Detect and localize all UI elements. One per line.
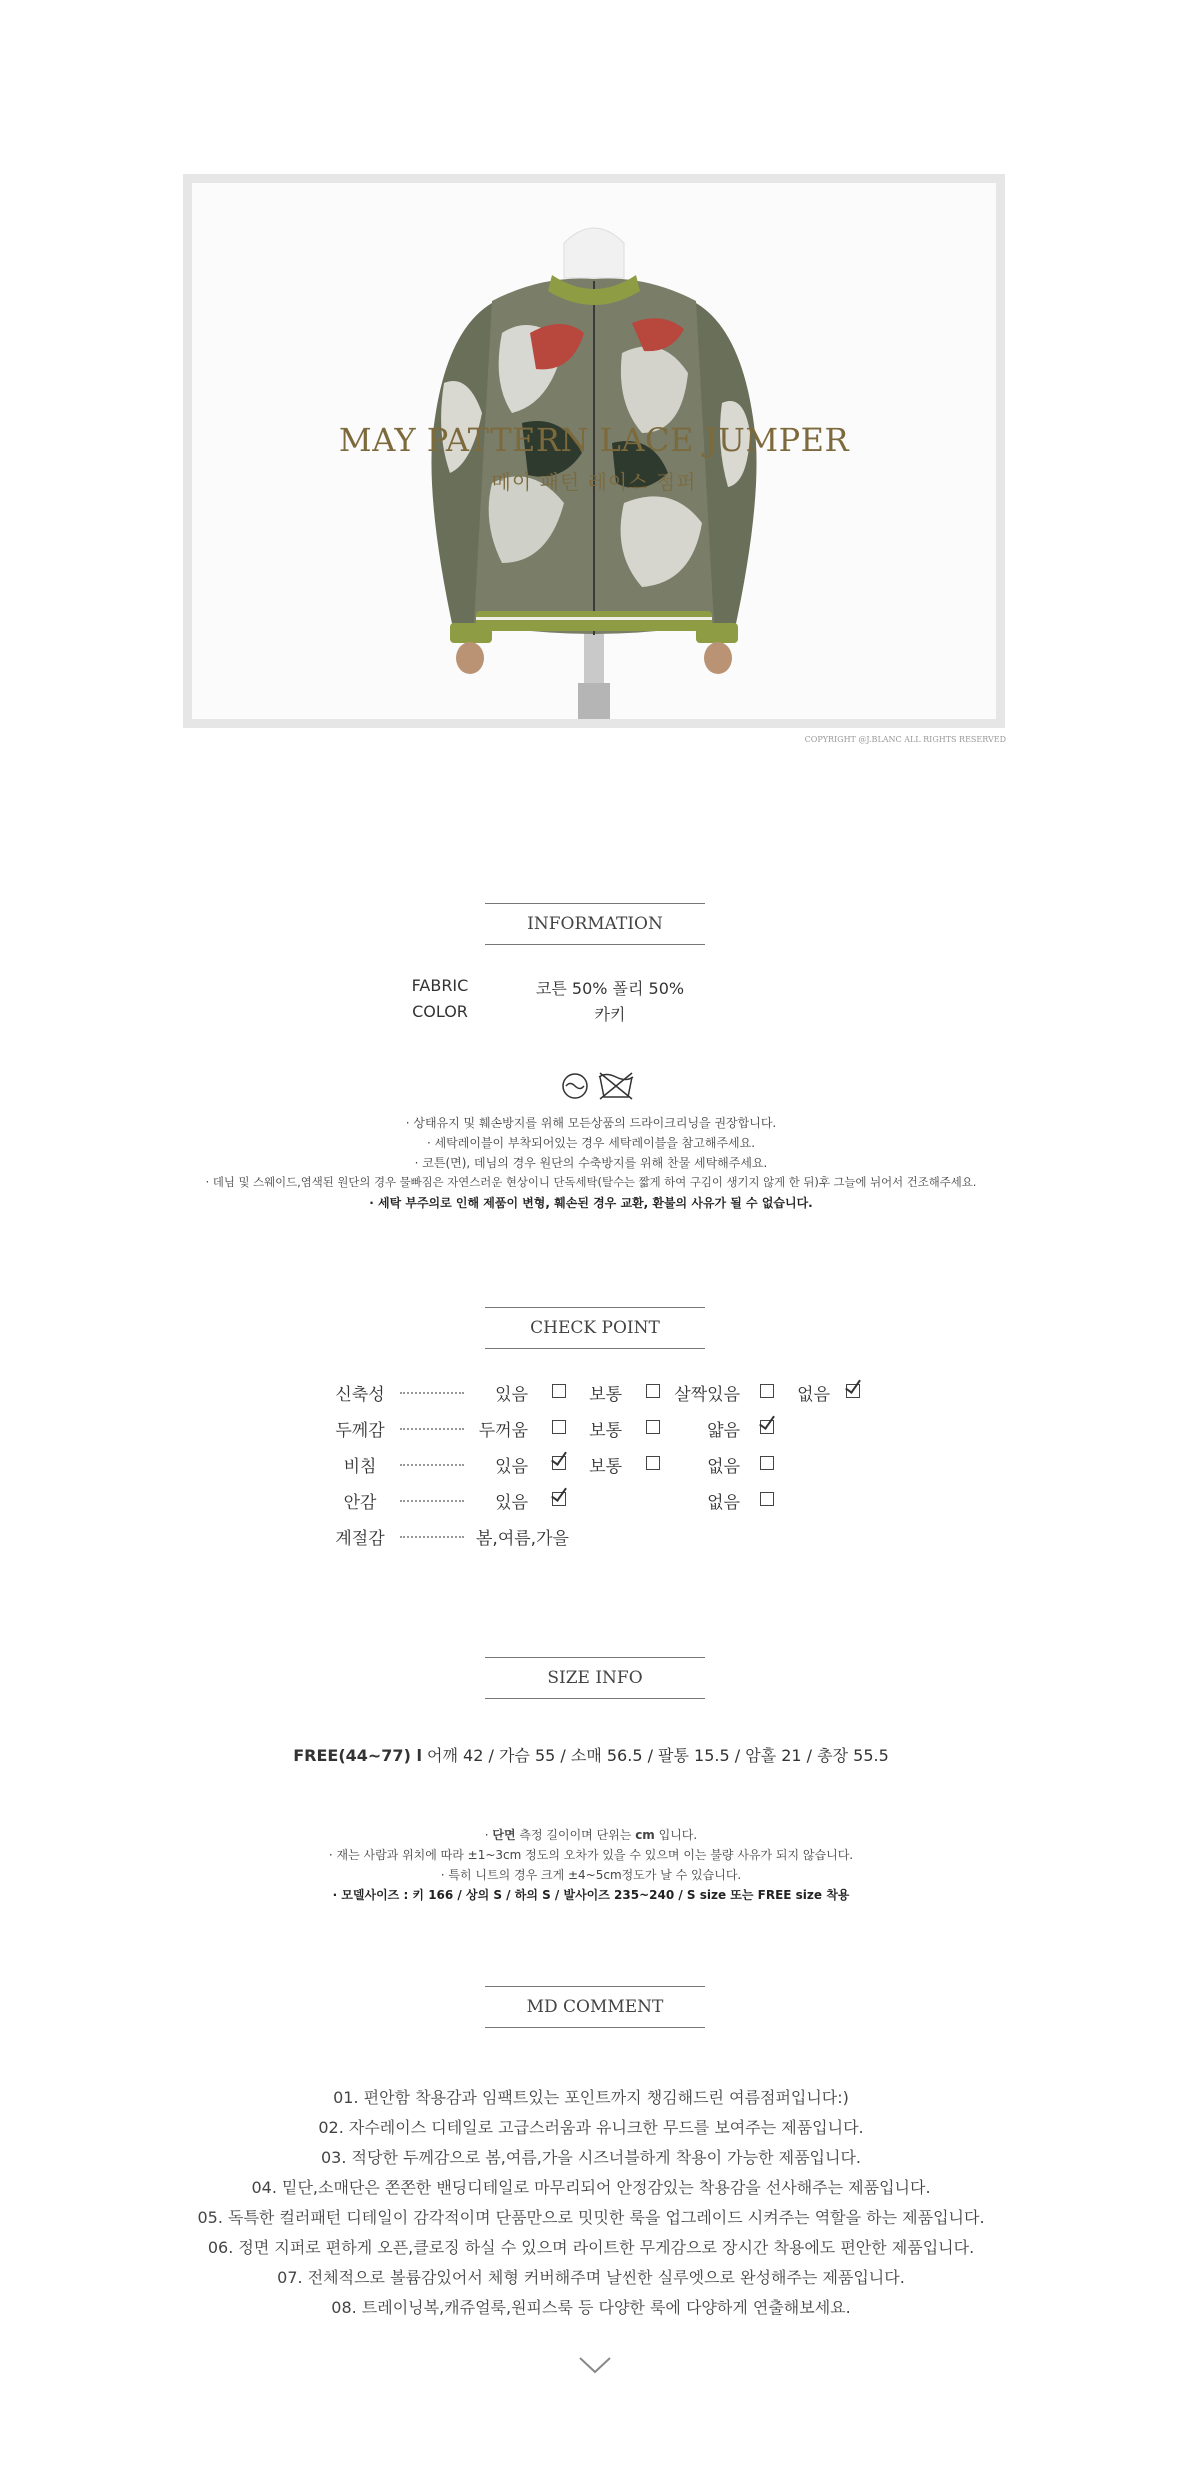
checkpoint-heading bbox=[485, 1307, 705, 1349]
hero-image bbox=[192, 183, 996, 719]
checkpoint-option: 두꺼움 bbox=[478, 1421, 528, 1441]
checkbox-checked[interactable] bbox=[552, 1492, 566, 1506]
checkbox[interactable] bbox=[760, 1384, 774, 1398]
checkpoint-option: 없음 bbox=[797, 1385, 830, 1405]
md-comment-line: 05. 독특한 컬러패턴 디테일이 감각적이며 단품만으로 밋밋한 룩을 업그레이드 시켜주는 역할을 하는 제품입니다. bbox=[197, 2208, 985, 2227]
size-note-text: 측정 길이이며 단위는 bbox=[515, 1828, 636, 1842]
product-title: MAY PATTERN LACE JUMPER bbox=[338, 421, 850, 459]
dotted-leader bbox=[400, 1500, 464, 1504]
care-note: · 데님 및 스웨이드,염색된 원단의 경우 물빠짐은 자연스러운 현상이니 단독세탁(탈수는 짧게 하여 구김이 생기지 않게 한 뒤)후 그늘에 뉘어서 건조해주세요. bbox=[205, 1175, 977, 1189]
checkpoint-option: 살짝있음 bbox=[674, 1385, 740, 1405]
checkbox-checked[interactable] bbox=[760, 1420, 774, 1434]
size-values: 어깨 42 / 가슴 55 / 소매 56.5 / 팔통 15.5 / 암홀 21 / 총장 55.5 bbox=[427, 1746, 889, 1765]
size-note-text: · bbox=[484, 1828, 493, 1842]
dotted-leader bbox=[400, 1392, 464, 1396]
checkpoint-option: 없음 bbox=[707, 1457, 740, 1477]
dotted-leader bbox=[400, 1536, 464, 1540]
checkpoint-option: 있음 bbox=[495, 1457, 528, 1477]
md-comment-line: 02. 자수레이스 디테일로 고급스러움과 유니크한 무드를 보여주는 제품입니다. bbox=[318, 2118, 864, 2137]
checkbox[interactable] bbox=[760, 1492, 774, 1506]
dotted-leader bbox=[400, 1428, 464, 1432]
size-measurements bbox=[0, 1743, 1182, 1766]
checkpoint-option: 있음 bbox=[495, 1385, 528, 1405]
checkbox[interactable] bbox=[646, 1384, 660, 1398]
model-size-note: · 모델사이즈 : 키 166 / 상의 S / 하의 S / 발사이즈 235~240 / S size 또는 FREE size 착용 bbox=[332, 1888, 850, 1902]
size-name: FREE(44~77) l bbox=[293, 1746, 422, 1765]
md-comment-line: 03. 적당한 두께감으로 봄,여름,가을 시즈너블하게 착용이 가능한 제품입니다. bbox=[321, 2148, 861, 2167]
md-comment-line: 06. 정면 지퍼로 편하게 오픈,클로징 하실 수 있으며 라이트한 무게감으로 장시간 착용에도 편안한 제품입니다. bbox=[207, 2238, 975, 2257]
size-info-heading-text: SIZE INFO bbox=[547, 1668, 643, 1688]
checkpoint-option: 있음 bbox=[495, 1493, 528, 1513]
information-heading-text: INFORMATION bbox=[527, 914, 663, 934]
md-comment-heading bbox=[485, 1986, 705, 2028]
care-note: · 상태유지 및 훼손방지를 위해 모든상품의 드라이크리닝을 권장합니다. bbox=[405, 1116, 777, 1130]
care-warning: · 세탁 부주의로 인해 제품이 변형, 훼손된 경우 교환, 환불의 사유가 될 수 없습니다. bbox=[369, 1196, 813, 1210]
color-label: COLOR bbox=[412, 1002, 468, 1021]
checkbox[interactable] bbox=[552, 1420, 566, 1434]
md-comment-line: 07. 전체적으로 볼륨감있어서 체형 커버해주며 날씬한 실루엣으로 완성해주는 제품입니다. bbox=[277, 2268, 905, 2287]
size-note-text: 입니다. bbox=[654, 1828, 698, 1842]
size-note bbox=[0, 1826, 1182, 1843]
size-note: · 재는 사람과 위치에 따라 ±1~3cm 정도의 오차가 있을 수 있으며 이는 불량 사유가 되지 않습니다. bbox=[328, 1848, 854, 1862]
color-value: 카키 bbox=[594, 1005, 626, 1024]
checkpoint-label-lining: 안감 bbox=[343, 1493, 377, 1513]
checkpoint-label-season: 계절감 bbox=[335, 1529, 385, 1549]
checkbox[interactable] bbox=[646, 1420, 660, 1434]
chevron-down-icon[interactable] bbox=[578, 2355, 612, 2375]
checkbox-checked[interactable] bbox=[846, 1384, 860, 1398]
checkbox-checked[interactable] bbox=[552, 1456, 566, 1470]
information-heading bbox=[485, 903, 705, 945]
checkpoint-option: 보통 bbox=[589, 1421, 622, 1441]
season-value: 봄,여름,가을 bbox=[476, 1529, 569, 1549]
checkpoint-heading-text: CHECK POINT bbox=[530, 1318, 660, 1338]
copyright-text: COPYRIGHT @J.BLANC ALL RIGHTS RESERVED bbox=[804, 735, 1006, 744]
size-note: · 특히 니트의 경우 크게 ±4~5cm정도가 날 수 있습니다. bbox=[440, 1868, 742, 1882]
md-comment-line: 08. 트레이닝복,캐쥬얼룩,원피스룩 등 다양한 룩에 다양하게 연출해보세요. bbox=[331, 2298, 851, 2317]
checkpoint-option: 얇음 bbox=[707, 1421, 740, 1441]
care-note: · 세탁레이블이 부착되어있는 경우 세탁레이블을 참고해주세요. bbox=[426, 1136, 756, 1150]
hand-wash-icon bbox=[560, 1071, 590, 1101]
checkpoint-label-thickness: 두께감 bbox=[335, 1421, 385, 1441]
md-comment-line: 01. 편안함 착용감과 임팩트있는 포인트까지 챙김해드린 여름점퍼입니다:) bbox=[333, 2088, 849, 2107]
checkpoint-label-sheerness: 비침 bbox=[343, 1457, 377, 1477]
md-comment-line: 04. 밑단,소매단은 쫀쫀한 밴딩디테일로 마무리되어 안정감있는 착용감을 선사해주는 제품입니다. bbox=[251, 2178, 931, 2197]
product-subtitle: 메이 패턴 레이스 점퍼 bbox=[491, 470, 697, 494]
no-machine-wash-icon bbox=[596, 1069, 636, 1101]
checkbox[interactable] bbox=[760, 1456, 774, 1470]
checkpoint-option: 없음 bbox=[707, 1493, 740, 1513]
dotted-leader bbox=[400, 1464, 464, 1468]
fabric-value: 코튼 50% 폴리 50% bbox=[535, 979, 685, 998]
md-comment-heading-text: MD COMMENT bbox=[526, 1997, 664, 2017]
hero-image-frame bbox=[183, 174, 1005, 728]
fabric-label: FABRIC bbox=[411, 976, 469, 995]
size-note-bold: cm bbox=[635, 1828, 655, 1842]
checkpoint-option: 보통 bbox=[589, 1385, 622, 1405]
size-info-heading bbox=[485, 1657, 705, 1699]
checkbox[interactable] bbox=[646, 1456, 660, 1470]
size-note-bold: 단면 bbox=[492, 1828, 516, 1842]
checkbox[interactable] bbox=[552, 1384, 566, 1398]
checkpoint-option: 보통 bbox=[589, 1457, 622, 1477]
care-note: · 코튼(면), 데님의 경우 원단의 수축방지를 위해 찬물 세탁해주세요. bbox=[414, 1156, 768, 1170]
checkpoint-label-stretch: 신축성 bbox=[335, 1385, 385, 1405]
